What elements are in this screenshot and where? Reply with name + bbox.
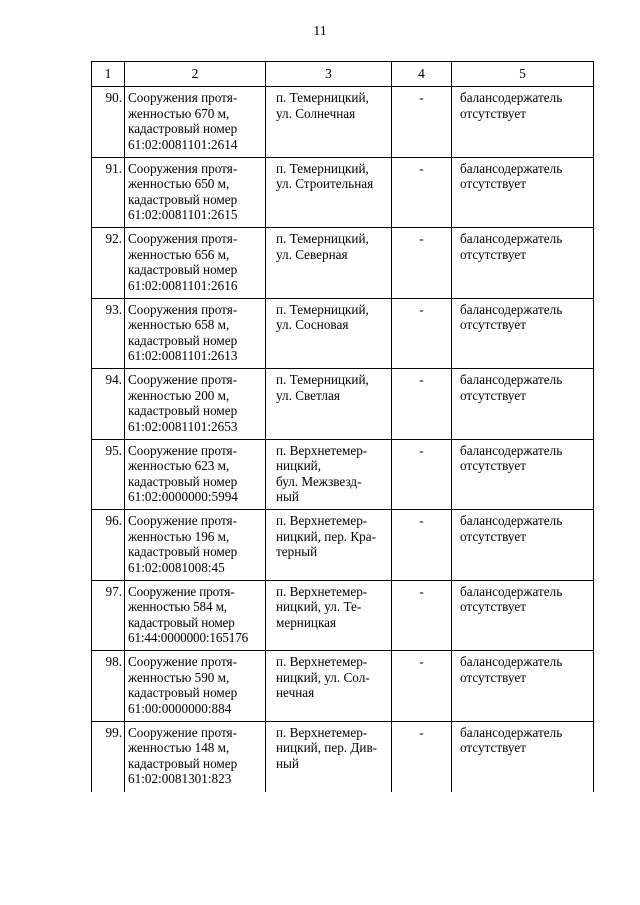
row-description: Сооружения протя- женностью 656 м, кадастровый номер 61:02:0081101:2616 [125,228,266,299]
row-description: Сооружения протя- женностью 670 м, кадастровый номер 61:02:0081101:2614 [125,87,266,158]
table-row [92,510,594,581]
row-address: п. Верхнетемер- ницкий, пер. Див- ный [266,721,392,792]
row-col4: - [392,580,452,651]
row-col4: - [392,651,452,722]
row-owner: балансодержатель отсутствует [452,87,594,158]
row-owner: балансодержатель отсутствует [452,721,594,792]
row-owner: балансодержатель отсутствует [452,228,594,299]
row-number: 98. [92,651,125,722]
row-owner: балансодержатель отсутствует [452,651,594,722]
row-address: п. Темерницкий, ул. Солнечная [266,87,392,158]
row-description: Сооружение протя- женностью 590 м, кадастровый номер 61:00:0000000:884 [125,651,266,722]
row-address: п. Верхнетемер- ницкий, бул. Межзвезд- ный [266,439,392,510]
row-owner: балансодержатель отсутствует [452,510,594,581]
row-address: п. Верхнетемер- ницкий, ул. Сол- нечная [266,651,392,722]
column-header-1: 1 [92,62,125,87]
row-number: 93. [92,298,125,369]
table-row [92,439,594,510]
row-owner: балансодержатель отсутствует [452,439,594,510]
row-col4: - [392,510,452,581]
table-row [92,157,594,228]
table-row [92,369,594,440]
page-number: 11 [313,24,327,39]
row-description: Сооружения протя- женностью 658 м, кадастровый номер 61:02:0081101:2613 [125,298,266,369]
row-description: Сооружение протя- женностью 584 м, кадастровый номер 61:44:0000000:165176 [125,580,266,651]
row-number: 99. [92,721,125,792]
row-description: Сооружения протя- женностью 650 м, кадастровый номер 61:02:0081101:2615 [125,157,266,228]
column-header-2: 2 [125,62,266,87]
row-address: п. Темерницкий, ул. Северная [266,228,392,299]
row-description: Сооружение протя- женностью 148 м, кадастровый номер 61:02:0081301:823 [125,721,266,792]
property-table [91,61,594,792]
row-col4: - [392,439,452,510]
row-number: 95. [92,439,125,510]
row-number: 97. [92,580,125,651]
table-row [92,580,594,651]
row-number: 96. [92,510,125,581]
table-row [92,721,594,792]
row-col4: - [392,228,452,299]
table-row [92,228,594,299]
row-col4: - [392,721,452,792]
row-description: Сооружение протя- женностью 623 м, кадастровый номер 61:02:0000000:5994 [125,439,266,510]
row-owner: балансодержатель отсутствует [452,157,594,228]
row-number: 91. [92,157,125,228]
row-owner: балансодержатель отсутствует [452,369,594,440]
row-address: п. Верхнетемер- ницкий, ул. Те- мерницкая [266,580,392,651]
row-col4: - [392,87,452,158]
row-number: 92. [92,228,125,299]
column-header-3: 3 [266,62,392,87]
row-number: 90. [92,87,125,158]
table-row [92,298,594,369]
row-col4: - [392,298,452,369]
row-address: п. Темерницкий, ул. Светлая [266,369,392,440]
column-header-5: 5 [452,62,594,87]
row-address: п. Темерницкий, ул. Сосновая [266,298,392,369]
row-col4: - [392,157,452,228]
column-header-4: 4 [392,62,452,87]
table-row [92,87,594,158]
row-description: Сооружение протя- женностью 196 м, кадастровый номер 61:02:0081008:45 [125,510,266,581]
table-row [92,651,594,722]
row-owner: балансодержатель отсутствует [452,298,594,369]
row-address: п. Темерницкий, ул. Строительная [266,157,392,228]
row-col4: - [392,369,452,440]
row-address: п. Верхнетемер- ницкий, пер. Кра- терный [266,510,392,581]
table-header-row [92,62,594,87]
row-number: 94. [92,369,125,440]
row-owner: балансодержатель отсутствует [452,580,594,651]
row-description: Сооружение протя- женностью 200 м, кадастровый номер 61:02:0081101:2653 [125,369,266,440]
